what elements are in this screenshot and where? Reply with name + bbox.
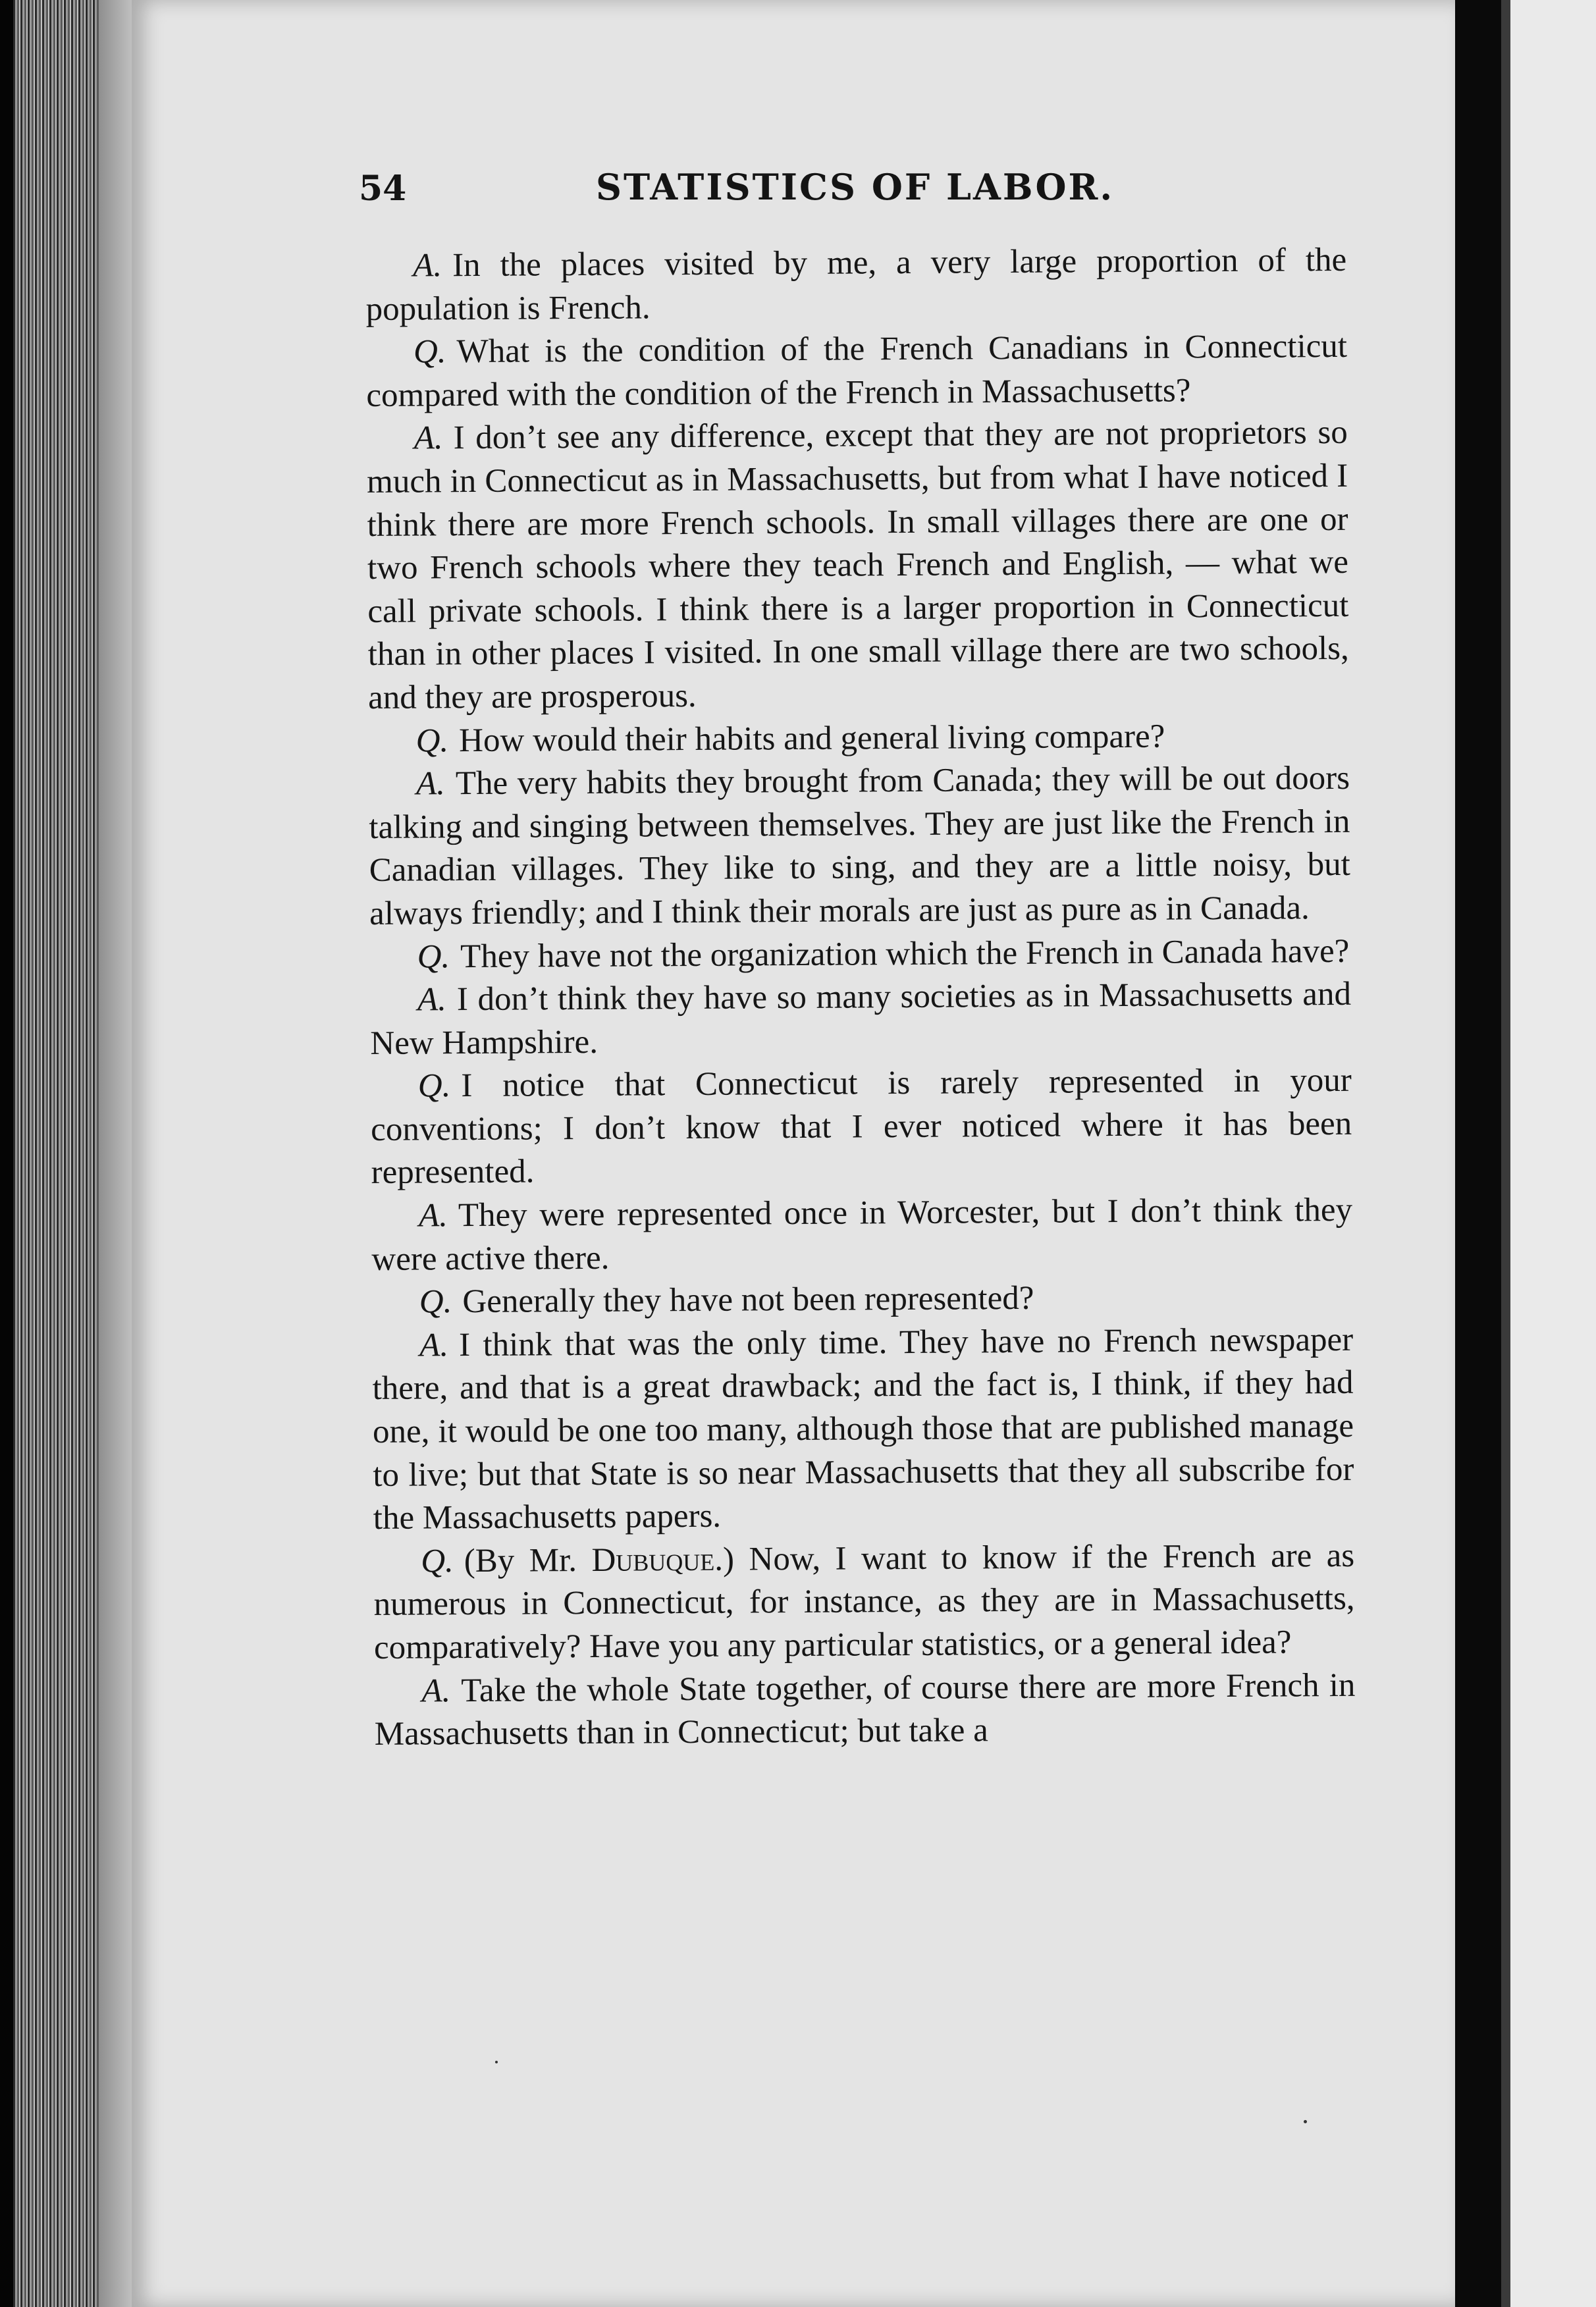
paragraph-text: I notice that Connecticut is rarely represented in your conventions; I don’t know that I ever noticed where it has been represented. — [371, 1062, 1352, 1192]
speaker-label: A. — [413, 419, 443, 457]
running-head: STATISTICS OF LABOR. — [596, 166, 1115, 208]
paragraph-text: In the places visited by me, a very large proportion of the population is French. — [365, 241, 1347, 328]
paragraph-text: The very habits they brought from Canada; they will be out doors talking and singing between themselves. They are just like the French in Canadian villages. They like to sing, and they are a little noisy, but always friendly; and I think their morals are just as pure as in Canada. — [369, 760, 1350, 932]
interjection-suffix: .) — [714, 1541, 735, 1578]
right-margin-band — [1455, 0, 1501, 2307]
body-text — [365, 239, 1356, 1757]
paragraph-answer — [371, 1189, 1353, 1281]
page-number: 54 — [359, 169, 407, 209]
speaker-label: A. — [421, 1672, 451, 1710]
paragraph-question — [371, 1059, 1352, 1195]
paragraph-text: How would their habits and general living compare? — [459, 718, 1165, 759]
paragraph-answer — [369, 757, 1351, 936]
adjacent-page-sliver — [1501, 0, 1596, 2307]
speaker-label: Q. — [421, 1543, 454, 1580]
paragraph-answer — [372, 1319, 1354, 1541]
paragraph-question — [366, 325, 1348, 417]
speaker-label: Q. — [417, 938, 450, 976]
paragraph-text: Generally they have not been represented? — [462, 1280, 1034, 1321]
paragraph-question — [373, 1535, 1355, 1670]
interjection-prefix: (By Mr. — [464, 1541, 592, 1579]
speaker-label: Q. — [417, 1067, 451, 1105]
speaker-label: A. — [413, 247, 442, 284]
speaker-label: Q. — [413, 333, 446, 371]
paragraph-answer — [367, 411, 1350, 720]
speaker-label: A. — [417, 981, 447, 1019]
page-header — [359, 166, 1386, 219]
paragraph-question — [368, 714, 1349, 763]
paragraph-text: They have not the organization which the French in Canada have? — [460, 932, 1350, 975]
paragraph-text: What is the condition of the French Canadians in Connecticut compared with the condition of the French in Massachusetts? — [366, 328, 1348, 414]
paragraph-text: They were represented once in Worcester, but I don’t think they were active there. — [371, 1191, 1353, 1278]
print-speck — [495, 2061, 498, 2063]
interjector-name: Dubuque — [591, 1541, 715, 1579]
speaker-label: Q. — [415, 722, 449, 760]
paragraph-text: Now, I want to know if the French are as numerous in Connecticut, for instance, as they are in Massachusetts, comparatively? Have you any particular statistics, or a general idea? — [373, 1537, 1355, 1666]
print-speck — [1304, 2120, 1307, 2123]
speaker-label: A. — [415, 765, 446, 803]
paragraph-text: Take the whole State together, of course there are more French in Massachusetts than in Connecticut; but take a — [374, 1666, 1356, 1753]
adjacent-page-edge — [1501, 0, 1510, 2307]
paragraph-question — [369, 930, 1350, 979]
paragraph-text: I don’t see any difference, except that they are not proprietors so much in Connecticut as in Massachusetts, but from what I have noticed I think there are more French schools. In small villages there are one or two French schools where they teach French and English, — what we call private schools. I think there is a larger proportion in Connecticut than in other places I visited. In one small village there are two schools, and they are prosperous. — [367, 414, 1349, 716]
paragraph-answer — [365, 239, 1347, 331]
paragraph-question — [372, 1275, 1353, 1325]
speaker-label: Q. — [419, 1283, 452, 1321]
paragraph-answer — [374, 1664, 1356, 1756]
speaker-label: A. — [419, 1327, 449, 1364]
paragraph-text: I don’t think they have so many societies as in Massachusetts and New Hampshire. — [370, 975, 1352, 1062]
paragraph-text: I think that was the only time. They have no French newspaper there, and that is a great drawback; and the fact is, I think, if they had one, it would be one too many, although those that are published manage to live; but that State is so near Massachusetts that they all subscribe for the Massachusetts papers. — [372, 1321, 1354, 1537]
paragraph-answer — [370, 973, 1352, 1065]
speaker-label: A. — [418, 1197, 448, 1234]
